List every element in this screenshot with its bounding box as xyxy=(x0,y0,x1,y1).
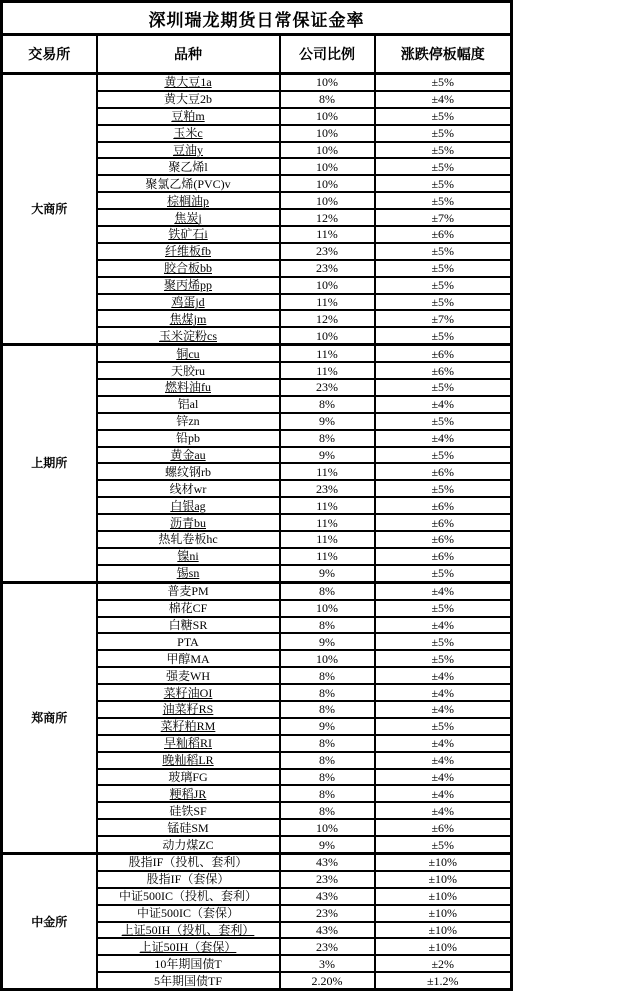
product-label: 棕榈油p xyxy=(166,193,209,208)
company-ratio-cell: 11% xyxy=(280,548,375,565)
company-ratio-cell: 23% xyxy=(280,379,375,396)
product-label: 锡sn xyxy=(176,566,200,581)
company-ratio-cell: 12% xyxy=(280,310,375,327)
limit-range-cell: ±5% xyxy=(375,480,512,497)
product-cell xyxy=(97,853,280,870)
exchange-cell: 上期所 xyxy=(2,345,97,582)
product-label: 聚乙烯l xyxy=(168,159,208,174)
product-cell xyxy=(97,667,280,684)
company-ratio-cell: 11% xyxy=(280,294,375,311)
product-label: 白银ag xyxy=(170,498,206,513)
company-ratio-cell: 10% xyxy=(280,277,375,294)
product-cell xyxy=(97,701,280,718)
limit-range-cell: ±7% xyxy=(375,310,512,327)
product-label: 螺纹钢rb xyxy=(165,464,211,479)
product-label: 5年期国债TF xyxy=(153,973,222,988)
limit-range-cell: ±5% xyxy=(375,175,512,192)
limit-range-cell: ±4% xyxy=(375,667,512,684)
product-label: 铝al xyxy=(177,397,199,412)
limit-range-cell: ±5% xyxy=(375,108,512,125)
company-ratio-cell: 10% xyxy=(280,192,375,209)
product-cell xyxy=(97,684,280,701)
product-cell xyxy=(97,514,280,531)
table-title-row xyxy=(2,2,512,35)
company-ratio-cell: 8% xyxy=(280,582,375,599)
product-label: 纤维板fb xyxy=(165,244,211,259)
limit-range-cell: ±5% xyxy=(375,125,512,142)
product-label: 豆油y xyxy=(172,143,203,157)
limit-range-cell: ±7% xyxy=(375,209,512,226)
product-label: 豆粕m xyxy=(171,109,205,124)
company-ratio-cell: 8% xyxy=(280,684,375,701)
product-cell xyxy=(97,769,280,786)
product-cell xyxy=(97,430,280,447)
product-label: 铜cu xyxy=(176,346,200,361)
limit-range-cell: ±4% xyxy=(375,701,512,718)
limit-range-cell: ±4% xyxy=(375,785,512,802)
product-cell xyxy=(97,819,280,836)
company-ratio-cell: 10% xyxy=(280,819,375,836)
company-ratio-cell: 8% xyxy=(280,735,375,752)
company-ratio-cell: 10% xyxy=(280,108,375,125)
product-cell xyxy=(97,972,280,989)
product-cell xyxy=(97,447,280,464)
limit-range-cell: ±6% xyxy=(375,497,512,514)
limit-range-cell: ±5% xyxy=(375,277,512,294)
limit-range-cell: ±6% xyxy=(375,226,512,243)
product-label: 白糖SR xyxy=(168,617,208,632)
product-label: 粳稻JR xyxy=(169,786,207,801)
company-ratio-cell: 8% xyxy=(280,91,375,108)
limit-range-cell: ±5% xyxy=(375,327,512,344)
limit-range-cell: ±4% xyxy=(375,735,512,752)
limit-range-cell: ±4% xyxy=(375,802,512,819)
company-ratio-cell: 11% xyxy=(280,226,375,243)
product-label: 焦煤jm xyxy=(169,311,207,326)
product-label: 热轧卷板hc xyxy=(158,532,218,547)
limit-range-cell: ±4% xyxy=(375,684,512,701)
limit-range-cell: ±5% xyxy=(375,413,512,430)
limit-range-cell: ±5% xyxy=(375,836,512,853)
exchange-group xyxy=(2,345,512,582)
company-ratio-cell: 10% xyxy=(280,125,375,142)
limit-range-cell: ±4% xyxy=(375,617,512,634)
product-label: PTA xyxy=(177,634,199,649)
product-label: 天胶ru xyxy=(171,363,205,378)
product-cell xyxy=(97,548,280,565)
company-ratio-cell: 8% xyxy=(280,701,375,718)
exchange-cell: 郑商所 xyxy=(2,582,97,853)
product-cell xyxy=(97,413,280,430)
product-cell xyxy=(97,243,280,260)
limit-range-cell: ±5% xyxy=(375,565,512,582)
product-cell xyxy=(97,310,280,327)
exchange-group xyxy=(2,582,512,853)
product-cell xyxy=(97,74,280,91)
limit-range-cell: ±6% xyxy=(375,531,512,548)
limit-range-cell: ±6% xyxy=(375,345,512,362)
company-ratio-cell: 11% xyxy=(280,531,375,548)
company-ratio-cell: 23% xyxy=(280,905,375,922)
limit-range-cell: ±4% xyxy=(375,430,512,447)
limit-range-cell: ±2% xyxy=(375,955,512,972)
company-ratio-cell: 8% xyxy=(280,396,375,413)
limit-range-cell: ±5% xyxy=(375,379,512,396)
company-ratio-cell: 9% xyxy=(280,447,375,464)
company-ratio-cell: 9% xyxy=(280,633,375,650)
product-cell xyxy=(97,260,280,277)
company-ratio-cell: 8% xyxy=(280,752,375,769)
product-cell xyxy=(97,277,280,294)
column-header-exchange: 交易所 xyxy=(2,35,97,74)
company-ratio-cell: 8% xyxy=(280,430,375,447)
product-label: 聚氯乙烯(PVC)v xyxy=(145,176,231,191)
company-ratio-cell: 43% xyxy=(280,922,375,939)
limit-range-cell: ±5% xyxy=(375,633,512,650)
product-cell xyxy=(97,209,280,226)
product-cell xyxy=(97,955,280,972)
exchange-cell: 大商所 xyxy=(2,74,97,345)
limit-range-cell: ±5% xyxy=(375,447,512,464)
product-cell xyxy=(97,888,280,905)
product-label: 中证500IC（投机、套利） xyxy=(118,889,257,904)
product-label: 玉米淀粉cs xyxy=(159,328,217,343)
product-cell xyxy=(97,752,280,769)
product-cell xyxy=(97,922,280,939)
company-ratio-cell: 11% xyxy=(280,362,375,379)
company-ratio-cell: 9% xyxy=(280,565,375,582)
table-row xyxy=(2,853,512,870)
limit-range-cell: ±4% xyxy=(375,396,512,413)
product-label: 强麦WH xyxy=(166,668,210,683)
limit-range-cell: ±4% xyxy=(375,752,512,769)
company-ratio-cell: 12% xyxy=(280,209,375,226)
company-ratio-cell: 8% xyxy=(280,769,375,786)
product-label: 上证50IH（投机、套利） xyxy=(121,922,255,937)
product-cell xyxy=(97,802,280,819)
product-cell xyxy=(97,142,280,159)
product-cell xyxy=(97,158,280,175)
limit-range-cell: ±5% xyxy=(375,718,512,735)
column-header-product: 品种 xyxy=(97,35,280,74)
limit-range-cell: ±10% xyxy=(375,888,512,905)
product-cell xyxy=(97,617,280,634)
product-cell xyxy=(97,718,280,735)
company-ratio-cell: 23% xyxy=(280,243,375,260)
product-cell xyxy=(97,633,280,650)
company-ratio-cell: 8% xyxy=(280,667,375,684)
product-label: 中证500IC（套保） xyxy=(136,906,239,921)
product-cell xyxy=(97,871,280,888)
product-cell xyxy=(97,938,280,955)
column-header-limit-range: 涨跌停板幅度 xyxy=(375,35,512,74)
product-cell xyxy=(97,836,280,853)
product-cell xyxy=(97,531,280,548)
limit-range-cell: ±4% xyxy=(375,582,512,599)
product-cell xyxy=(97,396,280,413)
product-cell xyxy=(97,565,280,582)
product-cell xyxy=(97,650,280,667)
product-label: 股指IF（套保） xyxy=(146,872,230,887)
limit-range-cell: ±4% xyxy=(375,91,512,108)
company-ratio-cell: 43% xyxy=(280,853,375,870)
company-ratio-cell: 8% xyxy=(280,785,375,802)
company-ratio-cell: 23% xyxy=(280,938,375,955)
limit-range-cell: ±10% xyxy=(375,871,512,888)
product-label: 铁矿石i xyxy=(168,227,208,242)
table-row xyxy=(2,345,512,362)
limit-range-cell: ±10% xyxy=(375,905,512,922)
limit-range-cell: ±6% xyxy=(375,548,512,565)
company-ratio-cell: 3% xyxy=(280,955,375,972)
product-label: 焦炭j xyxy=(174,210,202,225)
company-ratio-cell: 10% xyxy=(280,74,375,91)
product-label: 甲醇MA xyxy=(166,651,210,666)
product-cell xyxy=(97,735,280,752)
company-ratio-cell: 8% xyxy=(280,617,375,634)
product-label: 棉花CF xyxy=(168,601,208,616)
product-label: 鸡蛋jd xyxy=(171,295,205,310)
product-label: 股指IF（投机、套利） xyxy=(128,855,248,870)
limit-range-cell: ±5% xyxy=(375,650,512,667)
limit-range-cell: ±10% xyxy=(375,853,512,870)
company-ratio-cell: 23% xyxy=(280,260,375,277)
product-cell xyxy=(97,600,280,617)
product-label: 黄金au xyxy=(170,448,206,463)
product-label: 聚丙烯pp xyxy=(163,278,212,293)
product-label: 锌zn xyxy=(176,414,200,429)
company-ratio-cell: 11% xyxy=(280,514,375,531)
product-cell xyxy=(97,905,280,922)
product-cell xyxy=(97,327,280,344)
product-cell xyxy=(97,345,280,362)
product-cell xyxy=(97,379,280,396)
company-ratio-cell: 11% xyxy=(280,497,375,514)
table-row xyxy=(2,582,512,599)
table-header-row xyxy=(2,35,512,74)
company-ratio-cell: 9% xyxy=(280,836,375,853)
product-label: 菜籽油OI xyxy=(163,685,213,700)
product-label: 黄大豆2b xyxy=(163,92,212,107)
limit-range-cell: ±6% xyxy=(375,362,512,379)
limit-range-cell: ±6% xyxy=(375,514,512,531)
product-cell xyxy=(97,226,280,243)
exchange-cell: 中金所 xyxy=(2,853,97,989)
product-label: 铅pb xyxy=(175,431,200,446)
limit-range-cell: ±10% xyxy=(375,922,512,939)
product-label: 玉米c xyxy=(173,126,203,141)
product-label: 早籼稻RI xyxy=(163,736,212,751)
company-ratio-cell: 10% xyxy=(280,327,375,344)
company-ratio-cell: 10% xyxy=(280,142,375,159)
company-ratio-cell: 10% xyxy=(280,175,375,192)
product-label: 菜籽粕RM xyxy=(160,719,216,734)
product-label: 锰硅SM xyxy=(167,820,209,835)
product-cell xyxy=(97,91,280,108)
table-row xyxy=(2,74,512,91)
product-cell xyxy=(97,108,280,125)
product-label: 硅铁SF xyxy=(169,803,207,818)
limit-range-cell: ±5% xyxy=(375,142,512,159)
exchange-group xyxy=(2,853,512,989)
product-cell xyxy=(97,294,280,311)
product-label: 燃料油fu xyxy=(165,380,211,395)
product-cell xyxy=(97,125,280,142)
product-cell xyxy=(97,192,280,209)
product-label: 10年期国债T xyxy=(154,956,222,971)
limit-range-cell: ±10% xyxy=(375,938,512,955)
product-label: 沥青bu xyxy=(169,515,206,530)
company-ratio-cell: 10% xyxy=(280,650,375,667)
company-ratio-cell: 43% xyxy=(280,888,375,905)
product-label: 胶合板bb xyxy=(163,261,212,276)
company-ratio-cell: 23% xyxy=(280,871,375,888)
product-label: 镍ni xyxy=(177,549,199,564)
product-label: 上证50IH（套保） xyxy=(139,939,237,954)
limit-range-cell: ±1.2% xyxy=(375,972,512,989)
product-cell xyxy=(97,463,280,480)
product-label: 晚籼稻LR xyxy=(162,753,214,768)
column-header-company-ratio: 公司比例 xyxy=(280,35,375,74)
company-ratio-cell: 11% xyxy=(280,463,375,480)
product-label: 玻璃FG xyxy=(168,769,208,784)
product-cell xyxy=(97,362,280,379)
product-label: 普麦PM xyxy=(167,584,209,599)
limit-range-cell: ±5% xyxy=(375,294,512,311)
company-ratio-cell: 11% xyxy=(280,345,375,362)
company-ratio-cell: 9% xyxy=(280,413,375,430)
page-title: 深圳瑞龙期货日常保证金率 xyxy=(2,2,512,35)
limit-range-cell: ±5% xyxy=(375,192,512,209)
product-cell xyxy=(97,785,280,802)
limit-range-cell: ±5% xyxy=(375,600,512,617)
product-cell xyxy=(97,175,280,192)
limit-range-cell: ±5% xyxy=(375,243,512,260)
company-ratio-cell: 9% xyxy=(280,718,375,735)
limit-range-cell: ±5% xyxy=(375,158,512,175)
product-cell xyxy=(97,497,280,514)
limit-range-cell: ±4% xyxy=(375,769,512,786)
company-ratio-cell: 8% xyxy=(280,802,375,819)
product-label: 线材wr xyxy=(169,481,207,496)
limit-range-cell: ±6% xyxy=(375,463,512,480)
limit-range-cell: ±5% xyxy=(375,74,512,91)
limit-range-cell: ±6% xyxy=(375,819,512,836)
limit-range-cell: ±5% xyxy=(375,260,512,277)
company-ratio-cell: 10% xyxy=(280,158,375,175)
exchange-group xyxy=(2,74,512,345)
product-label: 动力煤ZC xyxy=(162,837,214,852)
product-cell xyxy=(97,480,280,497)
product-label: 黄大豆1a xyxy=(164,75,212,90)
product-label: 油菜籽RS xyxy=(162,702,214,717)
company-ratio-cell: 10% xyxy=(280,600,375,617)
company-ratio-cell: 2.20% xyxy=(280,972,375,989)
product-cell xyxy=(97,582,280,599)
company-ratio-cell: 23% xyxy=(280,480,375,497)
